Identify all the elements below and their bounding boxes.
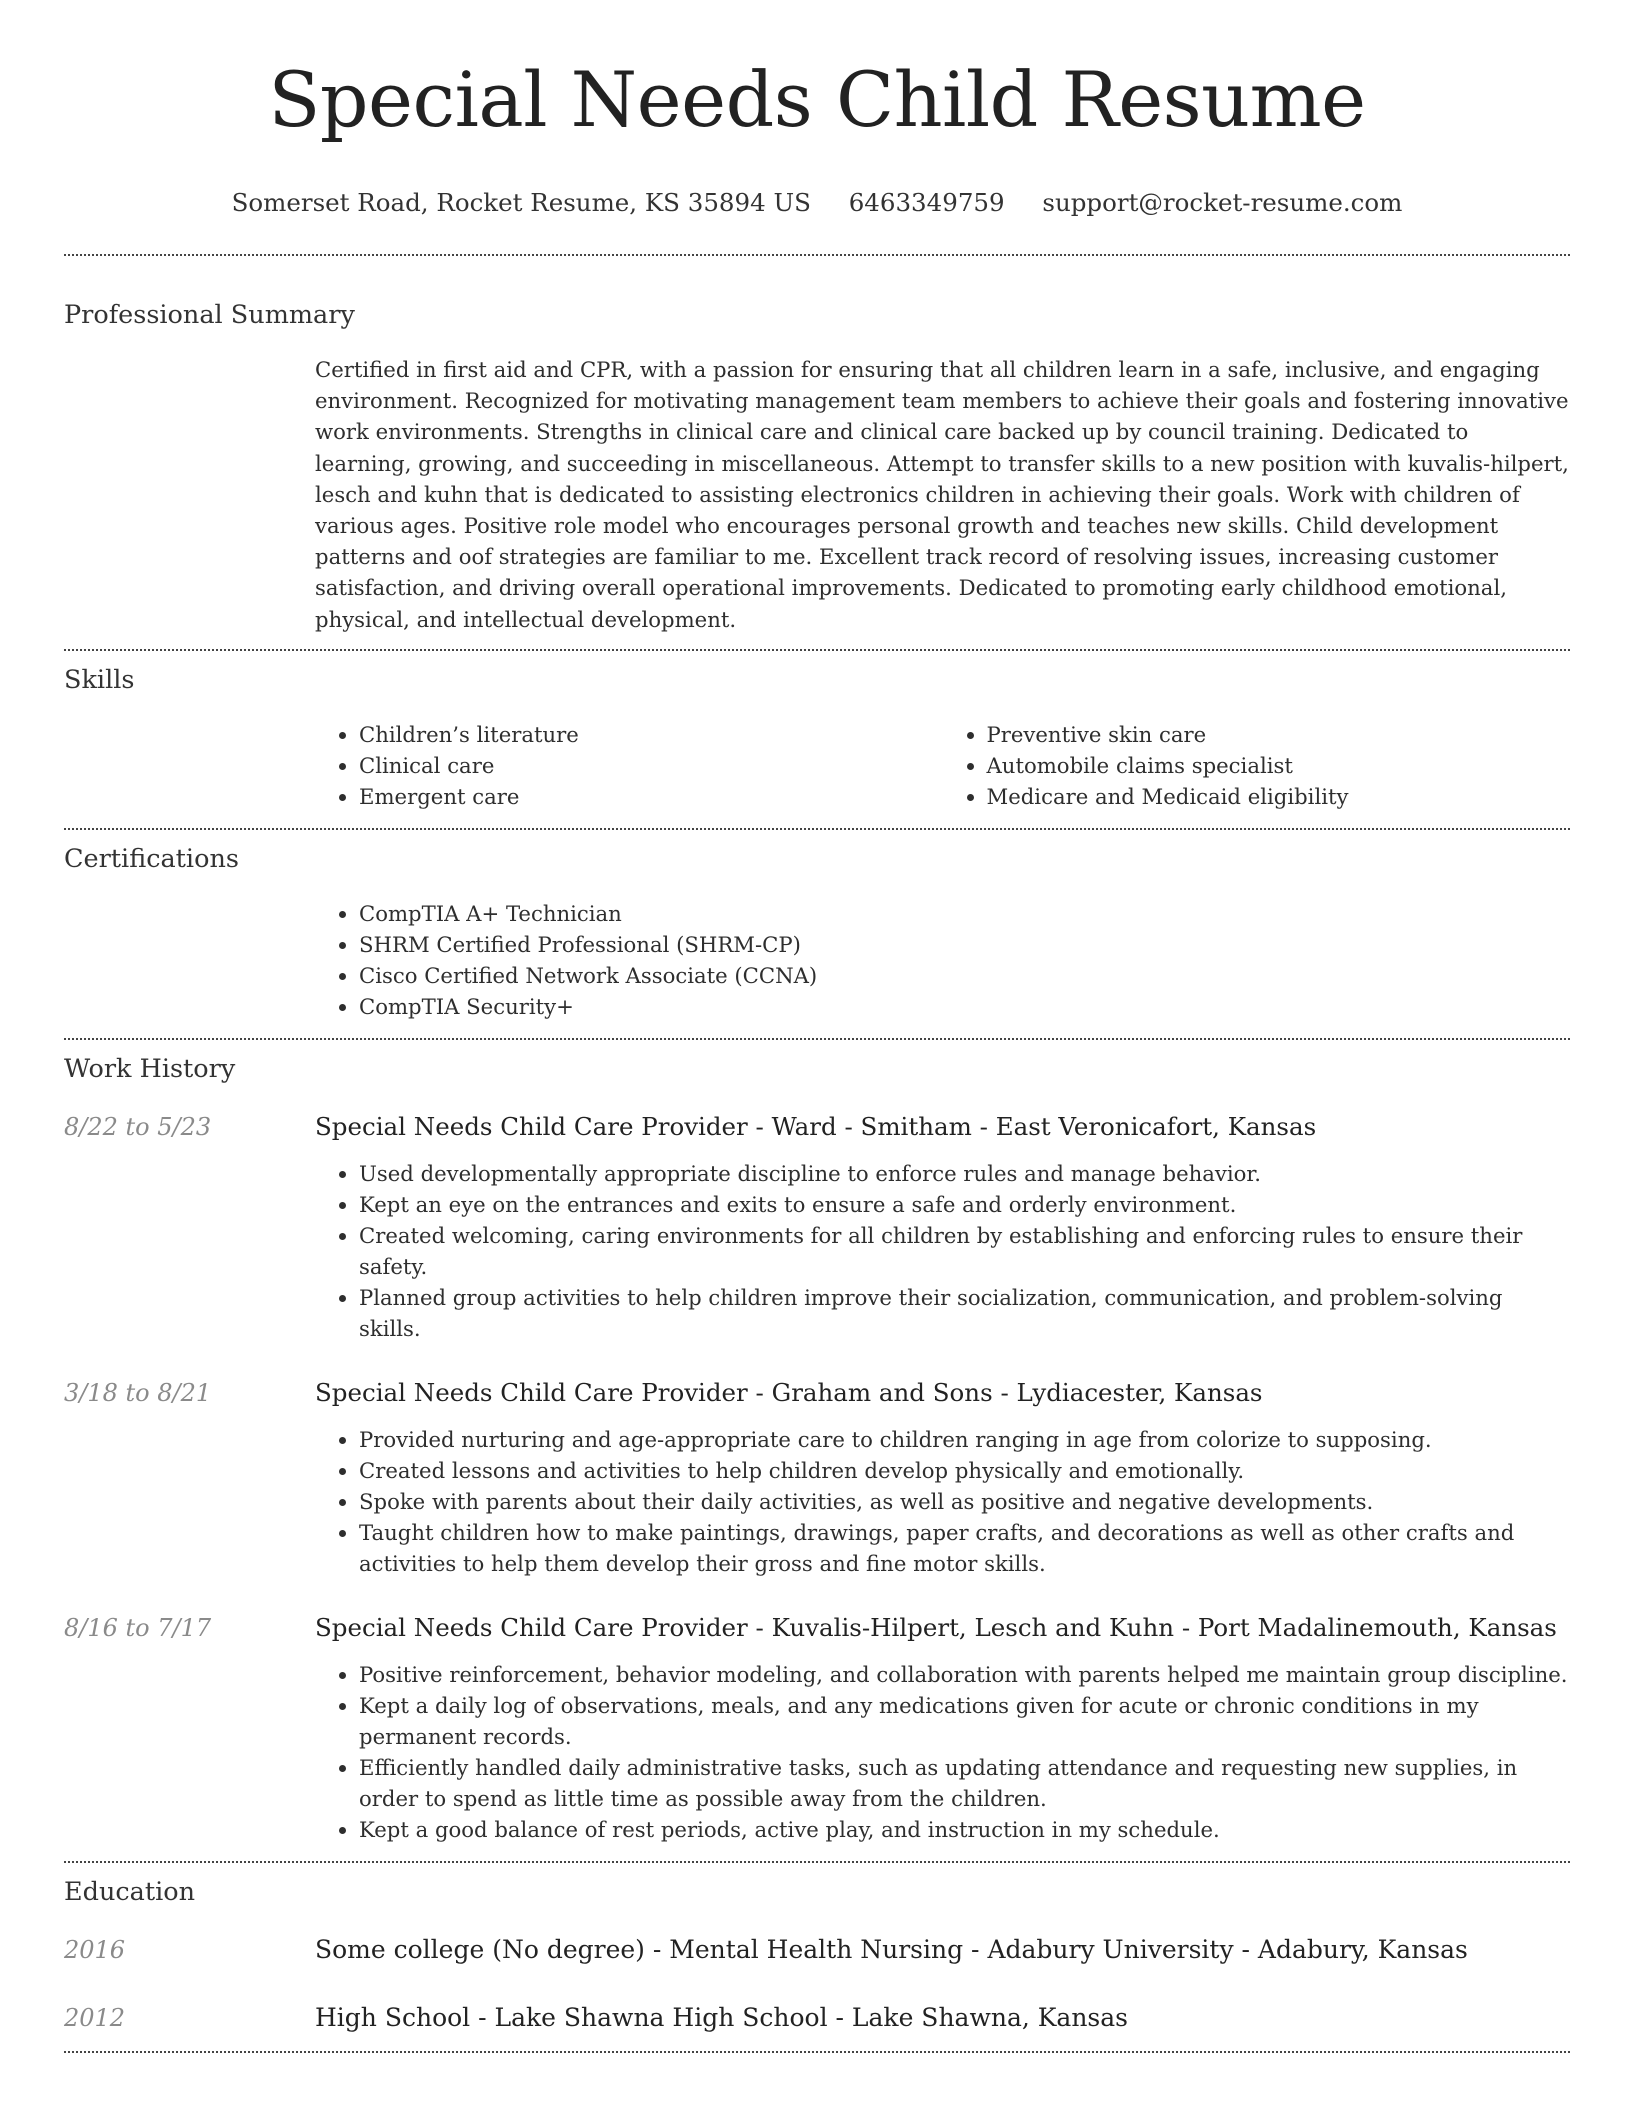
education-title: Some college (No degree) - Mental Health Nursing - Adabury University - Adabury, Kansas [315,1934,1468,1964]
contact-email: support@rocket-resume.com [1042,188,1403,217]
job-dates: 8/16 to 7/17 [64,1613,212,1642]
skill-item: • Preventive skin care [987,719,1571,750]
education-section [64,1863,1570,2035]
work-heading: Work History [64,1053,236,1084]
job-bullet: • Created lessons and activities to help children develop physically and emotionally. [359,1455,1570,1486]
job-bullet: • Used developmentally appropriate discipline to enforce rules and manage behavior. [359,1158,1570,1189]
contact-phone: 6463349759 [848,188,1005,217]
job-bullet: • Provided nurturing and age-appropriate care to children ranging in age from colorize to supposing. [359,1424,1570,1455]
summary-section [64,256,1570,635]
skills-list-right [943,719,1571,812]
divider [64,2051,1570,2053]
certification-item: • CompTIA Security+ [359,991,1570,1022]
certifications-section [64,830,1570,1022]
job-dates: 8/22 to 5/23 [64,1112,212,1141]
education-entry [64,2001,1570,2035]
job-bullet: • Efficiently handled daily administrative tasks, such as updating attendance and requesting new supplies, in order to spend as little time as possible away from the children. [359,1752,1570,1814]
summary-text: Certified in first aid and CPR, with a passion for ensuring that all children learn in a safe, inclusive, and engaging environment. Recognized for motivating management team members to achieve their goals and fostering innovative work environments. Strengths in clinical care and clinical care backed up by council training. Dedicated to learning, growing, and succeeding in miscellaneous. Attempt to transfer skills to a new position with kuvalis-hilpert, lesch and kuhn that is dedicated to assisting electronics children in achieving their goals. Work with children of various ages. Positive role model who encourages personal growth and teaches new skills. Child development patterns and oof strategies are familiar to me. Excellent track record of resolving issues, increasing customer satisfaction, and driving overall operational improvements. Dedicated to promoting early childhood emotional, physical, and intellectual development. [315,357,1569,632]
certification-item: • SHRM Certified Professional (SHRM-CP) [359,929,1570,960]
work-section [64,1040,1570,1845]
skills-list-left [315,719,943,812]
skill-item: • Medicare and Medicaid eligibility [987,781,1571,812]
resume-name: Special Needs Child Resume [268,55,1366,144]
resume-page [64,0,1570,2053]
skill-item: • Automobile claims specialist [987,750,1571,781]
skill-item: • Children’s literature [359,719,943,750]
job-bullet: • Spoke with parents about their daily activities, as well as positive and negative developments. [359,1486,1570,1517]
job-bullet: • Planned group activities to help children improve their socialization, communication, and problem-solving skills. [359,1282,1570,1344]
job-bullet: • Positive reinforcement, behavior modeling, and collaboration with parents helped me maintain group discipline. [359,1659,1570,1690]
education-heading: Education [64,1876,196,1907]
education-year: 2012 [64,2003,126,2032]
job-bullets [315,1424,1570,1579]
skills-section [64,651,1570,812]
certification-item: • CompTIA A+ Technician [359,898,1570,929]
job-bullet: • Taught children how to make paintings, drawings, paper crafts, and decorations as well as other crafts and activities to help them develop their gross and fine motor skills. [359,1517,1570,1579]
education-entry [64,1933,1570,1967]
job-entry [64,1611,1570,1845]
certification-item: • Cisco Certified Network Associate (CCNA) [359,960,1570,991]
job-bullets [315,1659,1570,1845]
skills-heading: Skills [64,664,135,695]
certifications-heading: Certifications [64,843,239,874]
education-year: 2016 [64,1935,126,1964]
job-bullet: • Created welcoming, caring environments for all children by establishing and enforcing rules to ensure their safety. [359,1220,1570,1282]
job-bullet: • Kept a daily log of observations, meals, and any medications given for acute or chronic conditions in my permanent records. [359,1690,1570,1752]
job-bullet: • Kept a good balance of rest periods, active play, and instruction in my schedule. [359,1814,1570,1845]
job-bullet: • Kept an eye on the entrances and exits to ensure a safe and orderly environment. [359,1189,1570,1220]
job-dates: 3/18 to 8/21 [64,1378,212,1407]
job-title: Special Needs Child Care Provider - Ward - Smitham - East Veronicafort, Kansas [315,1111,1317,1141]
summary-heading: Professional Summary [64,300,355,330]
job-entry [64,1110,1570,1344]
job-title: Special Needs Child Care Provider - Graham and Sons - Lydiacester, Kansas [315,1377,1263,1407]
job-entry [64,1376,1570,1579]
contact-address: Somerset Road, Rocket Resume, KS 35894 US [231,188,811,217]
skill-item: • Emergent care [359,781,943,812]
job-bullets [315,1158,1570,1344]
education-title: High School - Lake Shawna High School - Lake Shawna, Kansas [315,2002,1128,2032]
job-title: Special Needs Child Care Provider - Kuvalis-Hilpert, Lesch and Kuhn - Port Madalinemouth, Kansas [315,1612,1557,1642]
skill-item: • Clinical care [359,750,943,781]
certifications-list [315,898,1570,1022]
contact-line [64,186,1570,220]
